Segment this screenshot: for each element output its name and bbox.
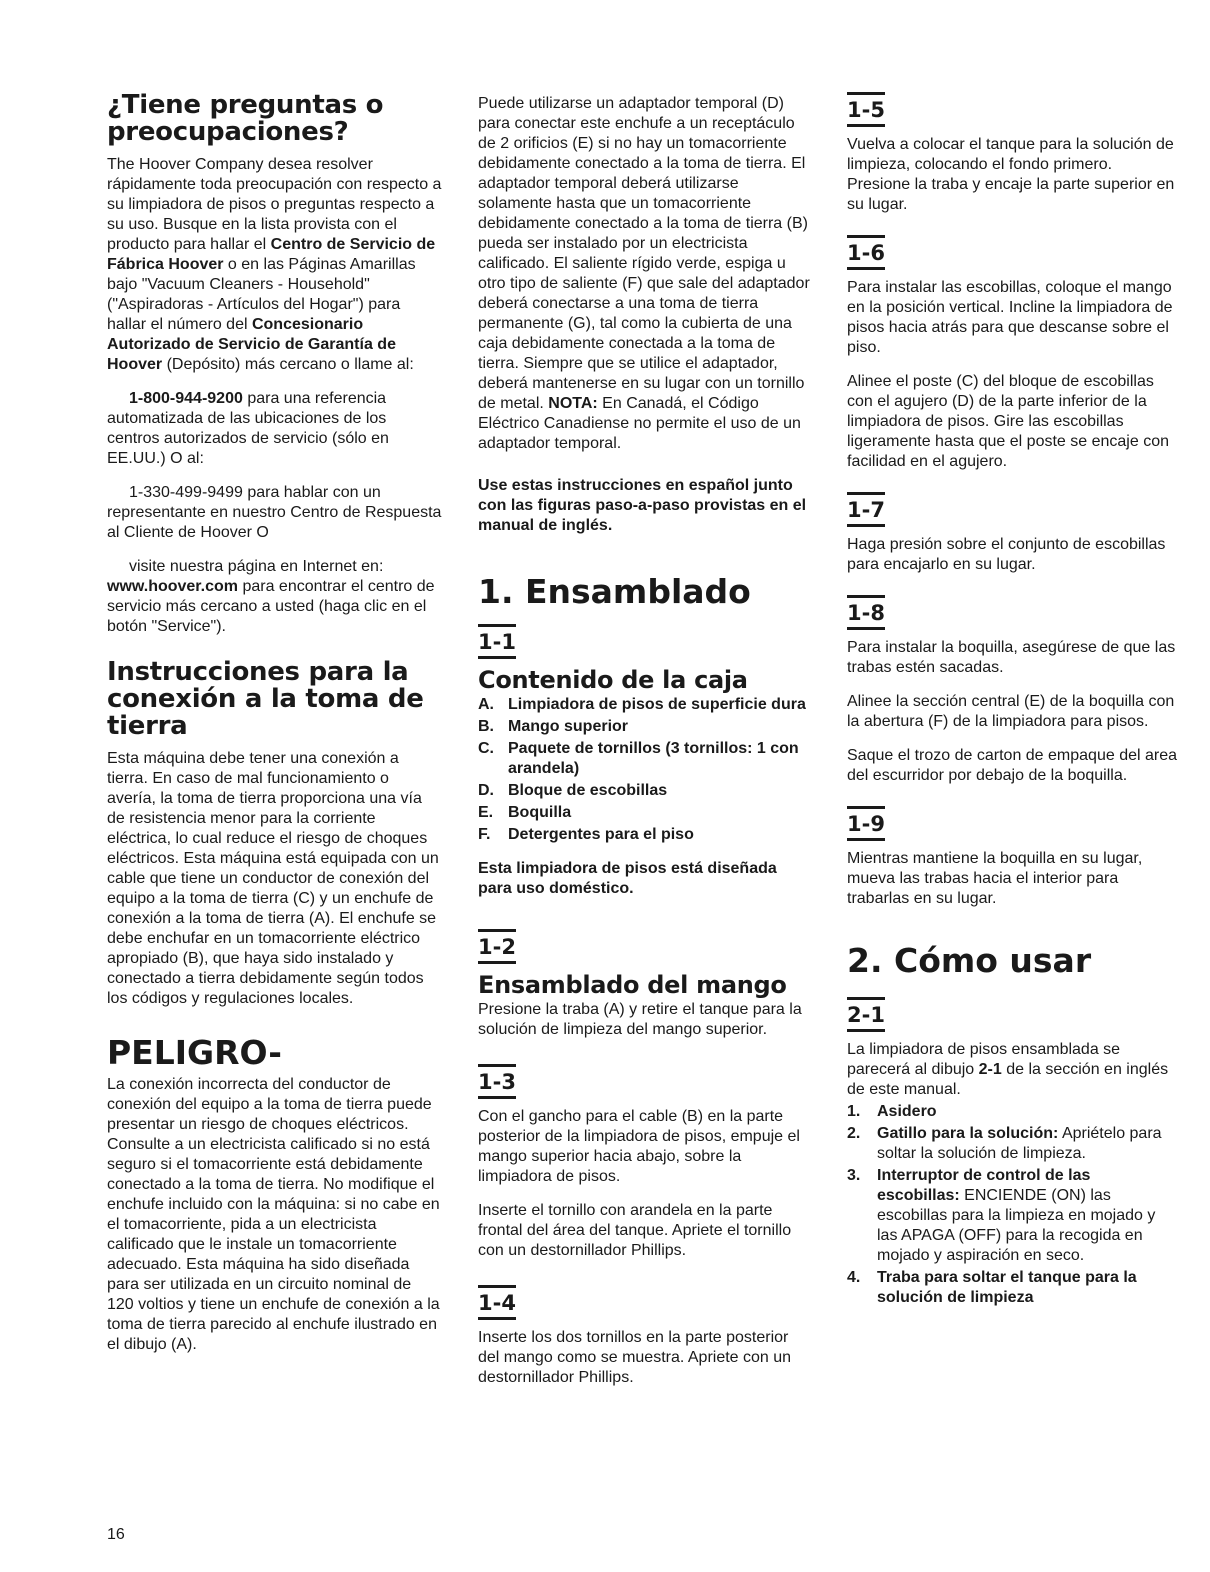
box-contents-list: [478, 695, 813, 845]
parts-list: [847, 1102, 1177, 1308]
list-item-description: ENCIENDE (ON) las escobillas para la limpieza en mojado y las APAGA (OFF) para la recogida en mojado y aspiración en seco.: [877, 1187, 1156, 1264]
list-marker: B.: [478, 718, 494, 735]
questions-paragraph: The Hoover Company desea resolver rápidamente toda preocupación con respecto a su limpiadora de pisos o preguntas respecto a su uso. Busque en la lista provista con el producto para hallar el Centro de Servicio de Fábrica Hoover o en las Páginas Amarillas bajo "Vacuum Cleaners - Household" ("Aspiradoras - Artículos del Hogar") para hallar el número del Concesionario Autorizado de Servicio de Garantía de Hoover (Depósito) más cercano o llame al:: [107, 156, 442, 373]
step-1-6-paragraph-2: Alinee el poste (C) del bloque de escobillas con el agujero (D) de la parte inferior de la limpiadora de pisos. Gire las escobillas ligeramente hasta que el poste se encaje con facilidad en el agujero.: [847, 373, 1169, 470]
list-item-label: Limpiadora de pisos de superficie dura: [508, 696, 806, 713]
list-item-label: Interruptor de control de las escobillas:: [877, 1167, 1091, 1204]
box-contents-item: [478, 695, 813, 715]
list-item-label: Paquete de tornillos (3 tornillos: 1 con arandela): [508, 740, 799, 777]
box-contents-item: [478, 803, 813, 823]
column-middle: [478, 94, 813, 1402]
list-marker: D.: [478, 782, 494, 799]
parts-item: [847, 1166, 1177, 1266]
step-1-5-paragraph-1: Vuelva a colocar el tanque para la solución de limpieza, colocando el fondo primero. Presione la traba y encaje la parte superior en su lugar.: [847, 136, 1175, 213]
list-marker: 1.: [847, 1103, 861, 1120]
step-1-8-paragraph-2: Alinee la sección central (E) de la boquilla con la abertura (F) de la limpiadora para pisos.: [847, 693, 1175, 730]
danger-heading: PELIGRO-: [107, 1033, 282, 1072]
list-marker: A.: [478, 696, 494, 713]
grounding-paragraph: Esta máquina debe tener una conexión a tierra. En caso de mal funcionamiento o avería, la toma de tierra proporciona una vía de resistencia menor para la corriente eléctrica, lo cual reduce el riesgo de choques eléctricos. Esta máquina está equipada con un cable que tiene un conductor de conexión del equipo a la toma de tierra (C) y un enchufe de conexión a la toma de tierra (A). El enchufe se debe enchufar en un tomacorriente eléctrico apropiado (B), que haya sido instalado y conectado a tierra debidamente según todos los códigos y regulaciones locales.: [107, 750, 439, 1007]
adapter-paragraph: Puede utilizarse un adaptador temporal (D) para conectar este enchufe a un receptáculo de 2 orificios (E) si no hay un tomacorriente debidamente conectado a la toma de tierra. El adaptador temporal deberá utilizarse solamente hasta que un tomacorriente debidamente conectado a la toma de tierra (B) pueda ser instalado por un electricista calificado. El saliente rígido verde, espiga u otro tipo de saliente (F) que sale del adaptador deberá conectarse a una toma de tierra permanente (G), tal como la cubierta de una caja debidamente conectada a la toma de tierra. Siempre que se utilice el adaptador, deberá mantenerse en su lugar con un tornillo de metal. NOTA: En Canadá, el Código Eléctrico Canadiense no permite el uso de un adaptador temporal.: [478, 95, 810, 452]
step-number: 1-4: [478, 1285, 516, 1320]
step-number: 1-7: [847, 492, 885, 527]
step-1-9: [847, 806, 1177, 849]
list-item-label: Bloque de escobillas: [508, 782, 668, 799]
step-number: 1-6: [847, 235, 885, 270]
how-to-use-heading: 2. Cómo usar: [847, 941, 1092, 980]
list-item-label: Gatillo para la solución:: [877, 1125, 1059, 1142]
website-paragraph: visite nuestra página en Internet en: www.hoover.com para encontrar el centro de servicio más cercano a usted (haga clic en el botón "Service").: [107, 558, 435, 635]
step-1-3: [478, 1064, 813, 1107]
list-item-label: Asidero: [877, 1103, 937, 1120]
list-marker: C.: [478, 740, 494, 757]
list-marker: F.: [478, 826, 491, 843]
step-number: 1-8: [847, 595, 885, 630]
parts-item: [847, 1268, 1177, 1308]
box-contents-item: [478, 717, 813, 737]
list-marker: 3.: [847, 1167, 861, 1184]
step-1-2: [478, 929, 813, 972]
website-link[interactable]: www.hoover.com: [107, 578, 238, 595]
step-number: 1-1: [478, 624, 516, 659]
list-item-label: Traba para soltar el tanque para la solución de limpieza: [877, 1269, 1137, 1306]
parts-item: [847, 1102, 1177, 1122]
grounding-heading: Instrucciones para la conexión a la toma de tierra: [107, 657, 424, 741]
step-1-9-paragraph-1: Mientras mantiene la boquilla en su lugar, mueva las trabas hacia el interior para trabarlas en su lugar.: [847, 850, 1143, 907]
assembly-heading: 1. Ensamblado: [478, 572, 751, 611]
step-1-6: [847, 235, 1177, 278]
step-1-1: [478, 624, 813, 667]
list-item-label: Boquilla: [508, 804, 572, 821]
step-1-8-paragraph-1: Para instalar la boquilla, asegúrese de que las trabas estén sacadas.: [847, 639, 1176, 676]
handle-paragraph: Presione la traba (A) y retire el tanque para la solución de limpieza del mango superior.: [478, 1001, 802, 1038]
phone-1-paragraph: 1-800-944-9200 para una referencia automatizada de las ubicaciones de los centros autorizados de servicio (sólo en EE.UU.) O al:: [107, 390, 389, 467]
household-note: Esta limpiadora de pisos está diseñada para uso doméstico.: [478, 860, 777, 897]
phone-number-1: 1-800-944-9200: [129, 390, 243, 407]
instructions-note: Use estas instrucciones en español junto con las figuras paso-a-paso provistas en el manual de inglés.: [478, 477, 807, 534]
step-2-1-paragraph: La limpiadora de pisos ensamblada se parecerá al dibujo 2-1 de la sección en inglés de este manual.: [847, 1041, 1169, 1098]
step-number: 1-3: [478, 1064, 516, 1099]
list-item-label: Mango superior: [508, 718, 629, 735]
step-1-3-paragraph-1: Con el gancho para el cable (B) en la parte posterior de la limpiadora de pisos, empuje el mango superior hacia abajo, sobre la limpiadora de pisos.: [478, 1108, 800, 1185]
step-1-4: [478, 1285, 813, 1328]
list-marker: 4.: [847, 1269, 861, 1286]
parts-item: [847, 1124, 1177, 1164]
list-item-label: Detergentes para el piso: [508, 826, 694, 843]
questions-heading: ¿Tiene preguntas o preocupaciones?: [107, 90, 384, 147]
step-1-5: [847, 92, 1177, 135]
list-marker: 2.: [847, 1125, 861, 1142]
column-right: [847, 92, 1177, 1322]
box-contents-item: [478, 781, 813, 801]
step-1-3-paragraph-2: Inserte el tornillo con arandela en la parte frontal del área del tanque. Apriete el tornillo con un destornillador Phillips.: [478, 1202, 792, 1259]
box-contents-item: [478, 739, 813, 779]
step-1-8-paragraph-3: Saque el trozo de carton de empaque del area del escurridor por debajo de la boquilla.: [847, 747, 1178, 784]
step-1-4-paragraph-1: Inserte los dos tornillos en la parte posterior del mango como se muestra. Apriete con un destornillador Phillips.: [478, 1329, 792, 1386]
step-number: 1-9: [847, 806, 885, 841]
step-1-8: [847, 595, 1177, 638]
phone-2-paragraph: 1-330-499-9499 para hablar con un representante en nuestro Centro de Respuesta al Cliente de Hoover O: [107, 484, 442, 541]
column-left: [107, 92, 442, 1369]
box-contents-item: [478, 825, 813, 845]
step-1-7: [847, 492, 1177, 535]
list-marker: E.: [478, 804, 494, 821]
danger-paragraph: La conexión incorrecta del conductor de conexión del equipo a la toma de tierra puede presentar un riesgo de choques eléctricos. Consulte a un electricista calificado si no está seguro si el tomacorriente está debidamente conectado a la toma de tierra. No modifique el enchufe incluido con la máquina: si no cabe en el tomacorriente, pida a un electricista calificado que le instale un tomacorriente adecuado. Esta máquina ha sido diseñada para ser utilizada en un circuito nominal de 120 voltios y tiene un enchufe de conexión a la toma de tierra parecido al enchufe ilustrado en el dibujo (A).: [107, 1076, 440, 1353]
step-number: 1-5: [847, 92, 885, 127]
page-number: 16: [107, 1526, 125, 1543]
step-1-6-paragraph-1: Para instalar las escobillas, coloque el mango en la posición vertical. Incline la limpiadora de pisos hacia atrás para que descanse sobre el piso.: [847, 279, 1173, 356]
step-2-1: [847, 997, 1177, 1040]
step-number: 2-1: [847, 997, 885, 1032]
list-item-description: Apriételo para soltar la solución de limpieza.: [877, 1125, 1162, 1162]
step-number: 1-2: [478, 929, 516, 964]
handle-assembly-heading: Ensamblado del mango: [478, 971, 787, 999]
step-1-7-paragraph-1: Haga presión sobre el conjunto de escobillas para encajarlo en su lugar.: [847, 536, 1166, 573]
box-contents-heading: Contenido de la caja: [478, 666, 748, 694]
